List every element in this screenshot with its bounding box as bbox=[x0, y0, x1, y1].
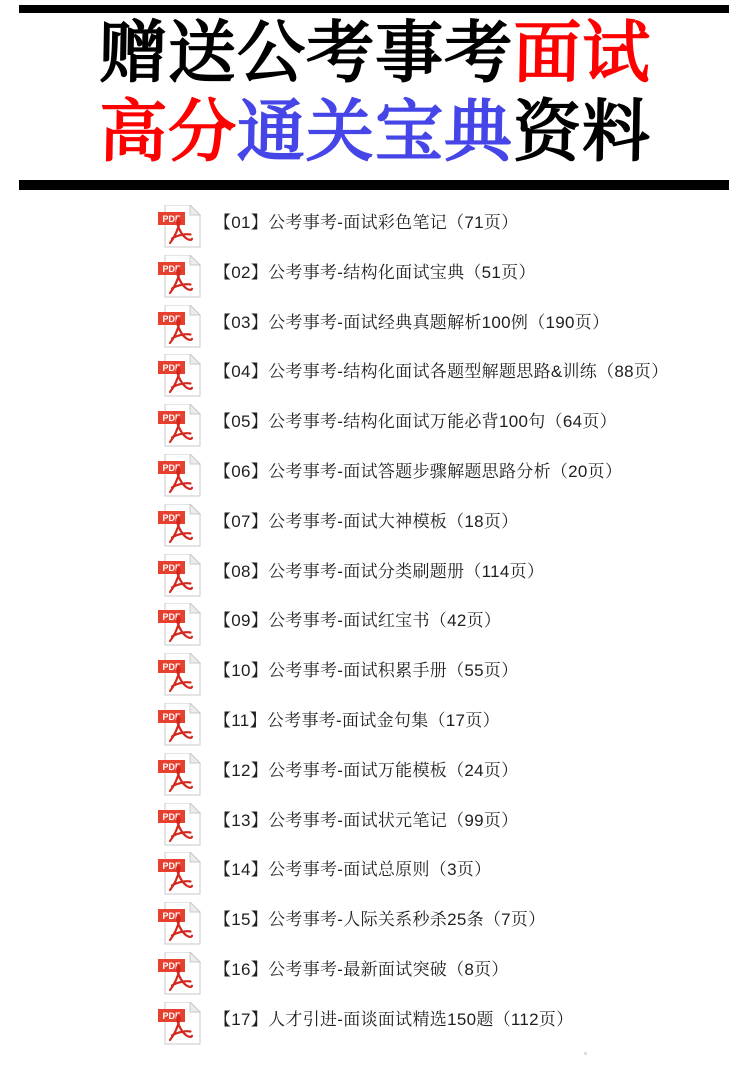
file-list-item[interactable] bbox=[158, 902, 718, 952]
file-list-item[interactable] bbox=[158, 354, 718, 404]
svg-text:PDF: PDF bbox=[162, 214, 181, 224]
svg-text:PDF: PDF bbox=[162, 462, 181, 473]
bottom-rule bbox=[19, 180, 729, 190]
pdf-file-icon bbox=[158, 902, 202, 948]
pdf-file-icon bbox=[158, 603, 202, 649]
svg-text:PDF: PDF bbox=[162, 562, 181, 573]
pdf-file-icon bbox=[158, 653, 202, 699]
file-list-item[interactable] bbox=[158, 454, 718, 504]
file-list-item[interactable] bbox=[158, 952, 718, 1002]
svg-text:PDF: PDF bbox=[162, 1010, 181, 1021]
svg-text:PDF: PDF bbox=[162, 413, 181, 424]
file-name: 【03】公考事考-面试经典真题解析100例（190页） bbox=[214, 312, 610, 332]
title-segment: 资料 bbox=[512, 94, 652, 170]
pdf-file-icon bbox=[158, 803, 202, 849]
pdf-file-icon bbox=[158, 305, 202, 351]
title-segment: 面试 bbox=[512, 15, 652, 91]
svg-text:PDF: PDF bbox=[162, 911, 181, 922]
file-name: 【16】公考事考-最新面试突破（8页） bbox=[214, 959, 509, 979]
file-name: 【11】公考事考-面试金句集（17页） bbox=[214, 710, 500, 730]
svg-text:PDF: PDF bbox=[162, 662, 181, 673]
file-name: 【02】公考事考-结构化面试宝典（51页） bbox=[214, 262, 536, 282]
file-list-item[interactable] bbox=[158, 255, 718, 305]
file-list-item[interactable] bbox=[158, 703, 718, 753]
file-name: 【15】公考事考-人际关系秒杀25条（7页） bbox=[214, 910, 546, 930]
title-line-2 bbox=[0, 93, 750, 172]
title-segment: 赠送公考事考 bbox=[98, 15, 514, 91]
pdf-file-icon bbox=[158, 703, 202, 749]
file-list-item[interactable] bbox=[158, 205, 718, 255]
title-segment: 高分 bbox=[98, 94, 238, 170]
pdf-file-icon bbox=[158, 554, 202, 600]
file-name: 【07】公考事考-面试大神模板（18页） bbox=[214, 511, 519, 531]
file-name: 【14】公考事考-面试总原则（3页） bbox=[214, 860, 492, 880]
file-list-item[interactable] bbox=[158, 504, 718, 554]
svg-text:PDF: PDF bbox=[162, 363, 181, 374]
file-name: 【12】公考事考-面试万能模板（24页） bbox=[214, 760, 519, 780]
pdf-file-icon bbox=[158, 504, 202, 550]
file-list-item[interactable] bbox=[158, 753, 718, 803]
pdf-file-icon bbox=[158, 852, 202, 898]
file-list-item[interactable] bbox=[158, 852, 718, 902]
svg-text:PDF: PDF bbox=[162, 761, 181, 772]
file-list-item[interactable] bbox=[158, 404, 718, 454]
file-name: 【13】公考事考-面试状元笔记（99页） bbox=[214, 810, 519, 830]
svg-text:PDF: PDF bbox=[162, 612, 181, 623]
top-rule bbox=[19, 5, 729, 13]
svg-text:PDF: PDF bbox=[162, 263, 181, 274]
title-segment: 通关宝典 bbox=[236, 94, 514, 170]
pdf-file-icon bbox=[158, 404, 202, 450]
file-name: 【06】公考事考-面试答题步骤解题思路分析（20页） bbox=[214, 461, 623, 481]
file-name: 【01】公考事考-面试彩色笔记（71页） bbox=[214, 213, 519, 232]
file-list-item[interactable] bbox=[158, 653, 718, 703]
watermark-dot bbox=[584, 1052, 587, 1055]
pdf-file-icon bbox=[158, 255, 202, 301]
pdf-file-icon bbox=[158, 1002, 202, 1048]
file-list-item[interactable] bbox=[158, 1002, 718, 1052]
page-title bbox=[0, 14, 750, 172]
pdf-file-icon bbox=[158, 454, 202, 500]
svg-text:PDF: PDF bbox=[162, 711, 181, 722]
file-list-item[interactable] bbox=[158, 305, 718, 355]
svg-text:PDF: PDF bbox=[162, 960, 181, 971]
file-name: 【04】公考事考-结构化面试各题型解题思路&训练（88页） bbox=[214, 362, 669, 382]
svg-text:PDF: PDF bbox=[162, 811, 181, 822]
pdf-file-list bbox=[158, 205, 718, 1052]
file-name: 【09】公考事考-面试红宝书（42页） bbox=[214, 611, 502, 631]
file-name: 【05】公考事考-结构化面试万能必背100句（64页） bbox=[214, 412, 617, 432]
file-name: 【08】公考事考-面试分类刷题册（114页） bbox=[214, 561, 545, 581]
file-name: 【10】公考事考-面试积累手册（55页） bbox=[214, 661, 519, 681]
pdf-file-icon bbox=[158, 952, 202, 998]
pdf-file-icon bbox=[158, 753, 202, 799]
pdf-file-icon bbox=[158, 205, 202, 251]
file-list-item[interactable] bbox=[158, 554, 718, 604]
file-name: 【17】人才引进-面谈面试精选150题（112页） bbox=[214, 1009, 574, 1029]
svg-text:PDF: PDF bbox=[162, 861, 181, 872]
file-list-item[interactable] bbox=[158, 603, 718, 653]
pdf-file-icon bbox=[158, 354, 202, 400]
title-line-1 bbox=[0, 14, 750, 93]
svg-text:PDF: PDF bbox=[162, 512, 181, 523]
svg-text:PDF: PDF bbox=[162, 313, 181, 324]
file-list-item[interactable] bbox=[158, 803, 718, 853]
